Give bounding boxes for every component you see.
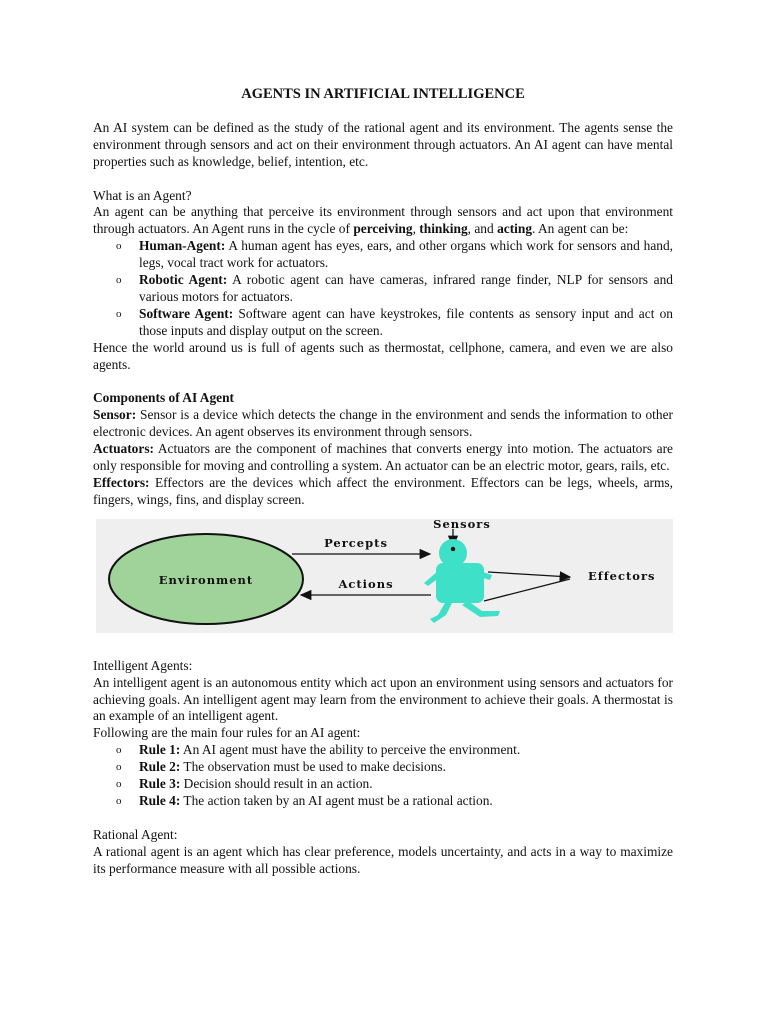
list-item: o Robotic Agent: A robotic agent can have cameras, infrared range finder, NLP for sensors and various motors for actuators.	[116, 272, 673, 304]
list-item: o Rule 2: The observation must be used to make decisions.	[116, 759, 446, 775]
agent-environment-diagram	[96, 519, 673, 633]
bullet-icon: o	[116, 240, 122, 253]
list-item: o Rule 1: An AI agent must have the ability to perceive the environment.	[116, 742, 521, 758]
list-item: o Rule 3: Decision should result in an action.	[116, 776, 373, 792]
document-page	[93, 86, 673, 877]
keyword-thinking: thinking	[419, 221, 468, 237]
effector-arrow-lower	[484, 579, 570, 601]
what-is-paragraph: An agent can be anything that perceive its environment through sensors and act upon that environment through actuators. An Agent runs in the cycle of perceiving, thinking, and acting. An agent can be:	[93, 204, 673, 237]
environment-label: Environment	[158, 572, 254, 587]
rational-heading: Rational Agent:	[93, 826, 178, 842]
list-item: o Rule 4: The action taken by an AI agent must be a rational action.	[116, 792, 493, 808]
diagram-canvas	[96, 519, 673, 633]
keyword-perceiving: perceiving	[353, 221, 413, 237]
agent-types-list	[93, 238, 673, 339]
sensor-eye-icon	[451, 547, 455, 551]
bullet-icon: o	[116, 778, 122, 791]
rules-list	[93, 742, 673, 810]
effectors-label: Effectors	[588, 568, 656, 583]
keyword-acting: acting	[497, 221, 533, 237]
what-is-heading: What is an Agent?	[93, 187, 192, 203]
sensor-paragraph: Sensor: Sensor is a device which detects the change in the environment and sends the information to other electronic devices. An agent observes its environment through sensors.	[93, 407, 673, 440]
sensors-label: Sensors	[433, 518, 491, 531]
actuators-paragraph: Actuators: Actuators are the component of machines that converts energy into motion. The actuators are only responsible for moving and controlling a system. An actuator can be an electric motor, gears, rails, etc.	[93, 441, 673, 473]
bullet-icon: o	[116, 744, 122, 757]
intelligent-heading: Intelligent Agents:	[93, 657, 193, 673]
effector-arrow-upper	[488, 572, 570, 577]
components-heading: Components of AI Agent	[93, 390, 234, 406]
bullet-icon: o	[116, 794, 122, 807]
bullet-icon: o	[116, 307, 122, 320]
bullet-icon: o	[116, 274, 122, 287]
list-item: o Human-Agent: A human agent has eyes, ears, and other organs which work for sensors and hand, legs, vocal tract work for actuators.	[116, 238, 673, 271]
actions-label: Actions	[338, 576, 394, 591]
rules-intro: Following are the main four rules for an AI agent:	[93, 725, 361, 741]
intro-paragraph: An AI system can be defined as the study of the rational agent and its environment. The agents sense the environment through sensors and act on their environment through actuators. An AI agent can have mental properties such as knowledge, belief, intention, etc.	[93, 119, 673, 169]
bullet-icon: o	[116, 761, 122, 774]
what-is-closing: Hence the world around us is full of agents such as thermostat, cellphone, camera, and even we are also agents.	[93, 339, 673, 372]
percepts-label: Percepts	[324, 535, 388, 550]
rational-paragraph: A rational agent is an agent which has clear preference, models uncertainty, and acts in a way to maximize its performance measure with all possible actions.	[93, 843, 673, 876]
list-item: o Software Agent: Software agent can have keystrokes, file contents as sensory input and act on those inputs and display output on the screen.	[116, 305, 673, 338]
robot-agent-icon	[424, 539, 500, 623]
page-title: AGENTS IN ARTIFICIAL INTELLIGENCE	[241, 86, 525, 102]
intelligent-paragraph: An intelligent agent is an autonomous entity which act upon an environment using sensors and actuators for achieving goals. An intelligent agent may learn from the environment to achieve their goals. A thermostat is an example of an intelligent agent.	[93, 674, 673, 724]
effectors-paragraph: Effectors: Effectors are the devices which affect the environment. Effectors can be legs, wheels, arms, fingers, wings, fins, and display screen.	[93, 474, 673, 507]
